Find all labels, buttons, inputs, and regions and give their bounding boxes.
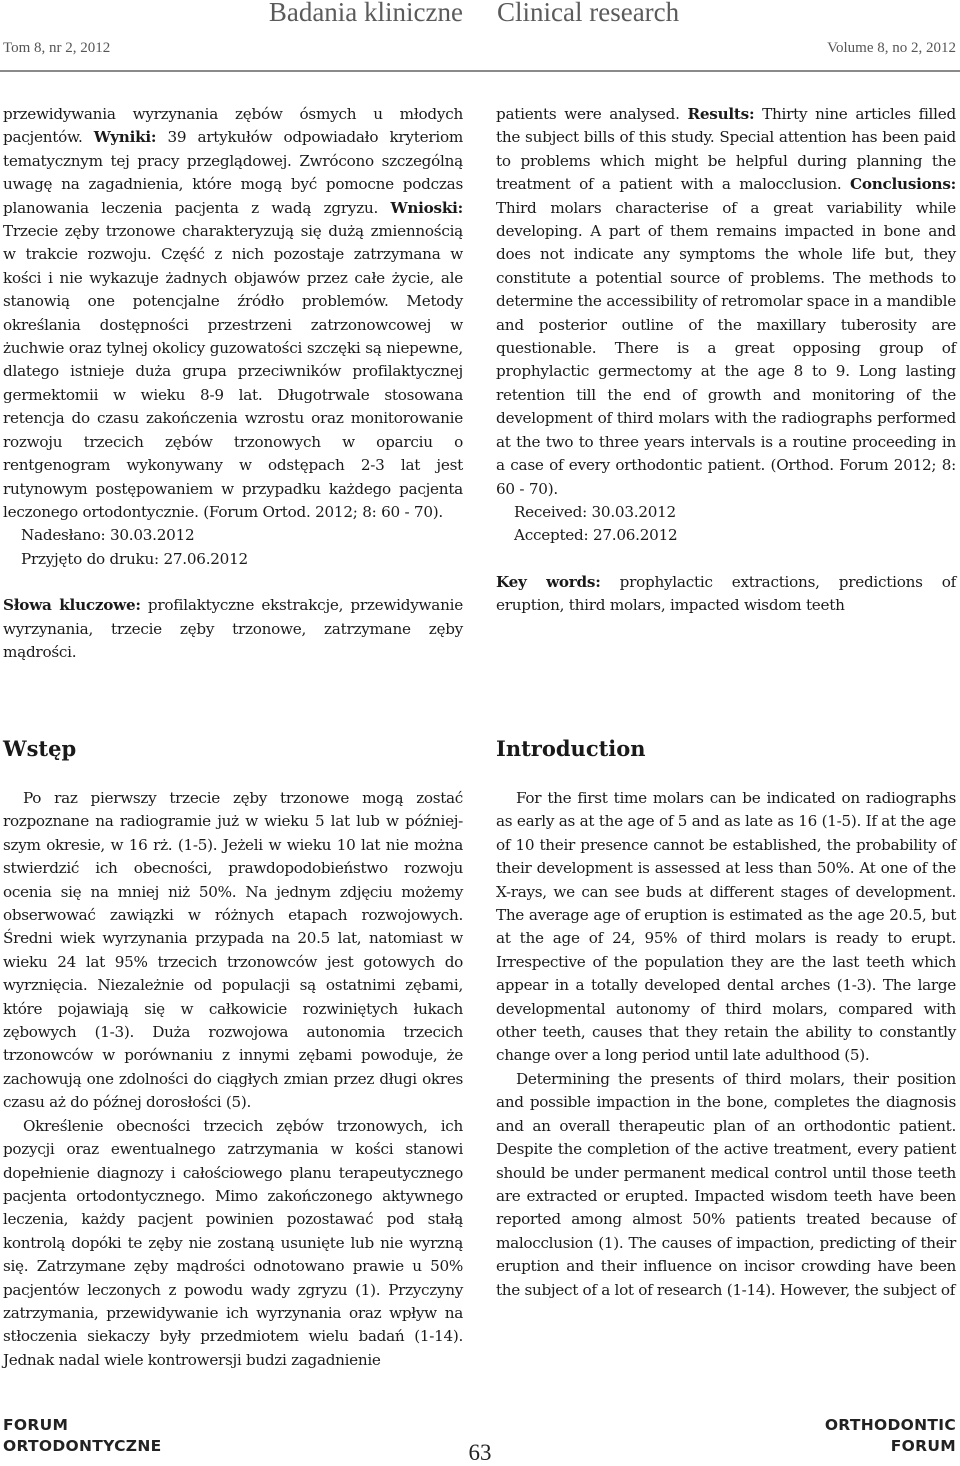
received-date-pl: Nadesłano: 30.03.2012 bbox=[21, 526, 195, 545]
results-label-pl: Wyniki: bbox=[93, 128, 157, 147]
keywords-list-en: prophylactic extractions, predictions of eruption, third molars, impacted wisdom teeth bbox=[496, 572, 957, 615]
page-number: 63 bbox=[468, 1440, 492, 1465]
keywords-label-pl: Słowa kluczowe: bbox=[3, 596, 141, 615]
footer-left-line-1: FORUM bbox=[3, 1416, 69, 1434]
section-title-en: Introduction bbox=[496, 736, 646, 761]
accepted-date-pl: Przyjęto do druku: 27.06.2012 bbox=[21, 549, 248, 568]
accepted-date-en: Accepted: 27.06.2012 bbox=[514, 526, 678, 545]
section-title-pl: Wstęp bbox=[3, 736, 77, 761]
conclusions-label-en: Conclusions: bbox=[850, 175, 956, 194]
introduction-pl bbox=[3, 787, 463, 1372]
conclusions-label-pl: Wnioski: bbox=[390, 198, 463, 217]
intro-en-paragraph-2: Determining the presents of third molars, their position and possible impaction in the bone, completes the diagnosis and an overall therapeutic plan of an orthodontic patient. Despite the completion of the active treatment, every patient should be under permanent medical control until those teeth are extracted or erupted. Impacted wisdom teeth have been reported among almost 50% patients treated because of malocclusion (1). The causes of impaction, predicting of their eruption and their influence on incisor crowding have been the subject of a lot of research (1-14). However, the subject of bbox=[496, 1069, 956, 1299]
keywords-pl bbox=[3, 594, 463, 664]
abstract-en-conclusions: Third molars characterise of a great variability while developing. A part of them remains impacted in bone and does not indicate any symptoms the whole life but, they constitute a potential source of problems. The methods to determine the accessibility of retromolar space in a mandible and posterior outline of the maxillary tuberosity are questionable. There is a great opposing group of prophylactic germectomy at the age 8 to 9. Long lasting retention till the end of growth and monitoring of the development of third molars with the radiographs performed at the two to three years intervals is a routine proceeding in a case of every orthodontic patient. (Orthod. Forum 2012; 8: 60 - 70). bbox=[496, 198, 956, 498]
introduction-en bbox=[496, 787, 956, 1302]
footer-right-line-1: ORTHODONTIC bbox=[824, 1416, 956, 1434]
footer-left-line-2: ORTODONTYCZNE bbox=[3, 1437, 162, 1455]
abstract-en-results: Thirty nine articles filled the subject bills of this study. Special attention has been paid to problems which might be helpful during planning the treatment of a patient with a malocclusion. bbox=[496, 105, 956, 194]
footer-journal-en bbox=[825, 1415, 956, 1457]
abstract-pl-methods-end: przewidywania wyrzynania zębów ósmych u młodych pacjentów. bbox=[3, 105, 463, 147]
keywords-en bbox=[496, 571, 956, 618]
intro-en-paragraph-1: For the first time molars can be indicated on radiographs as early as at the age of 5 and as late as 16 (1-5). If at the age of 10 their presence cannot be established, the probability of their development is assessed at less than 50%. At one of the X-rays, we can see buds at different stages of development. The average age of eruption is estimated as the age 20.5, but at the age of 24, 95% of third molars is ready to erupt. Irrespective of the population they are the last teeth which appear in a totally developed dental arches (1-3). The large developmental autonomy of third molars, compared with other teeth, causes that they retain the ability to constantly change over a long period until late adulthood (5). bbox=[496, 789, 956, 1065]
keywords-list-pl: profilaktyczne ekstrakcje, przewidywanie wyrzynania, trzecie zęby trzonowe, zatrzymane zęby mądrości. bbox=[3, 596, 463, 661]
abstract-en-body bbox=[496, 103, 956, 501]
received-date-en: Received: 30.03.2012 bbox=[514, 502, 676, 521]
intro-pl-paragraph-1: Po raz pierwszy trzecie zęby trzonowe mogą zostać rozpoznane na radiogramie już w wieku 5 lat lub w później-szym okresie, w 16 rż. (1-5). Jeżeli w wieku 10 lat nie można stwierdzić ich obecności, prawdopodobieństwo rozwoju ocenia się na mniej niż 50%. Na jednym zdjęciu możemy obserwować zawiązki w różnych etapach rozwojowych. Średni wiek wyrzynania przypada na 20.5 lat, natomiast w wieku 24 lat 95% trzecich trzonowców jest gotowych do wyrznięcia. Niezależnie od populacji są ostatnimi zębami, które pojawiają się w całkowicie rozwiniętych łukach zębowych (1-3). Duża rozwojowa autonomia trzecich trzonowców w porównaniu z innymi zębami powoduje, że zachowują one zdolności do ciągłych zmian przez długi okres czasu aż do późnej dorosłości (5). bbox=[3, 789, 463, 1112]
abstract-pl-body bbox=[3, 103, 463, 524]
footer-right-line-2: FORUM bbox=[890, 1437, 956, 1455]
issue-info-pl: Tom 8, nr 2, 2012 bbox=[3, 40, 111, 56]
journal-section-title-pl: Badania kliniczne bbox=[268, 0, 463, 27]
issue-info-en: Volume 8, no 2, 2012 bbox=[827, 40, 956, 56]
journal-section-title-en: Clinical research bbox=[497, 0, 680, 27]
keywords-label-en: Key words: bbox=[496, 572, 601, 591]
abstract-pl-conclusions: Trzecie zęby trzonowe charakteryzują się dużą zmiennością w trakcie rozwoju. Część z nich pozostaje zatrzymana w kości i nie wykazuje żadnych objawów przez całe życie, ale stanowią one potencjalne źródło problemów. Metody określania dostępności przestrzeni zatrzonowcowej w żuchwie oraz tylnej okolicy guzowatości szczęki są niepewne, dlatego istnieje duża grupa przeciwników profilaktycznej germektomii w wieku 8-9 lat. Długotrwale stosowana retencja do czasu zakończenia wzrostu oraz monitorowanie rozwoju trzecich zębów trzonowych w oparciu o rentgenogram wykonywany w odstępach 2-3 lat jest rutynowym postępowaniem w przypadku każdego pacjenta leczonego ortodontycznie. (Forum Ortod. 2012; 8: 60 - 70). bbox=[3, 222, 463, 521]
abstract-en bbox=[496, 103, 956, 618]
header-rule bbox=[0, 70, 960, 72]
results-label-en: Results: bbox=[687, 105, 755, 123]
intro-pl-paragraph-2: Określenie obecności trzecich zębów trzonowych, ich pozycji oraz ewentualnego zatrzymania w kości stanowi dopełnienie diagnozy i całościowego planu terapeutycznego pacjenta ortodontycznego. Mimo zakończonego aktywnego leczenia, każdy pacjent powinien pozostawać pod stałą kontrolą dopóki te zęby nie zostaną usunięte lub nie wyrzną się. Zatrzymane zęby mądrości odnotowano prawie u 50% pacjentów leczonych z powodu wady zgryzu (1). Przyczyny zatrzymania, przewidywanie ich wyrzynania oraz wpływ na stłoczenia siekaczy były przedmiotem wielu badań (1-14). Jednak nadal wiele kontrowersji budzi zagadnienie bbox=[3, 1116, 463, 1369]
abstract-pl bbox=[3, 103, 463, 664]
abstract-pl-results: 39 artykułów odpowiadało kryteriom tematycznym tej pracy przeglądowej. Zwrócono szczególną uwagę na zagadnienia, które mogą być pomocne podczas planowania leczenia pacjenta z wadą zgryzu. bbox=[3, 128, 463, 217]
abstract-en-methods-end: patients were analysed. bbox=[496, 105, 688, 123]
